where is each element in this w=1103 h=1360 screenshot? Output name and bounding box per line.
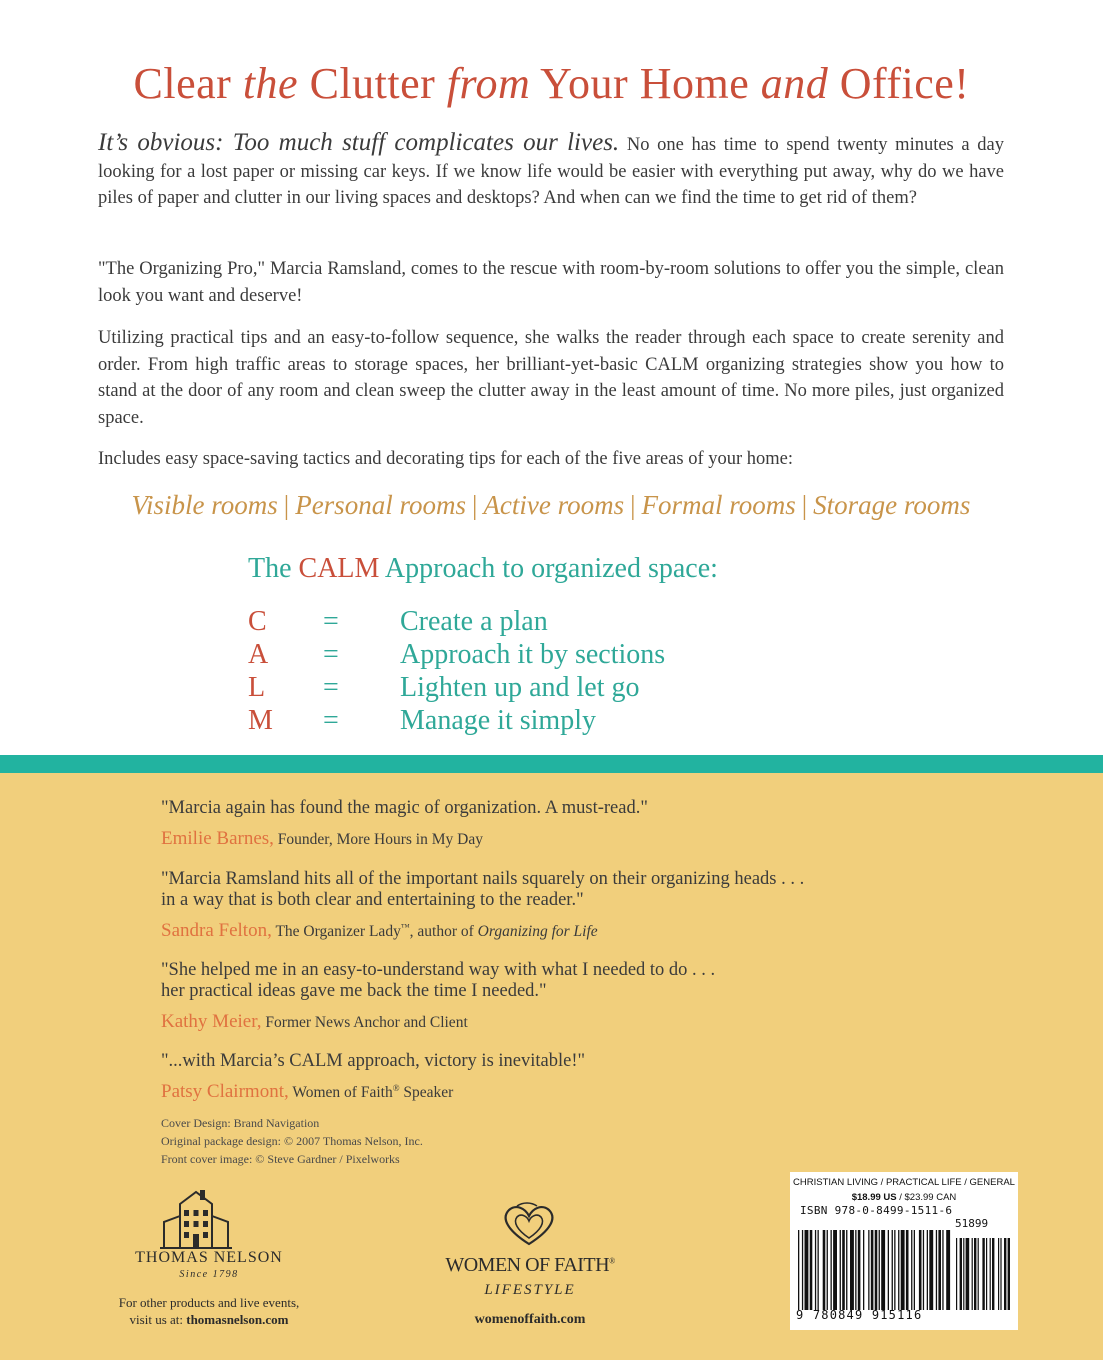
barcode-bar [901,1230,905,1310]
barcode-bar [923,1230,924,1310]
testimonial-attribution [161,1011,468,1033]
visit-line-prefix: visit us at: [129,1312,187,1327]
testimonial-attribution [161,920,598,942]
cover-credits [161,1114,423,1168]
barcode-box [790,1172,1018,1330]
barcode-bar [842,1230,845,1310]
teal-divider-band [0,755,1103,773]
barcode-bar [972,1238,973,1310]
registered-mark: ® [609,1256,615,1266]
room-item: Personal rooms [295,490,466,520]
barcode-bar [881,1230,885,1310]
page-title [0,58,1103,109]
price-line [790,1192,1018,1203]
testimonial-author: Emilie Barnes, [161,828,274,849]
barcode-bar [850,1230,854,1310]
quote-line: "...with Marcia’s CALM approach, victory is inevitable!" [161,1051,586,1071]
isbn: ISBN 978-0-8499-1511-6 [800,1204,953,1217]
title-word: Clutter [309,59,436,108]
barcode-bar [846,1230,847,1310]
visit-line: For other products and live events, [118,1295,300,1310]
barcode-bars [798,1230,1010,1310]
barcode-bar [894,1230,895,1310]
intro-lead: It’s obvious: Too much stuff complicates our lives. [98,129,620,156]
barcode-bar [879,1230,880,1310]
room-separator: | [630,490,636,520]
testimonial-quote [161,1051,585,1072]
barcode-bar [831,1230,832,1310]
barcode-addon-digits: 51899 [955,1217,989,1230]
barcode-bar [823,1230,826,1310]
room-item: Visible rooms [131,490,278,520]
publisher-url[interactable]: thomasnelson.com [186,1312,289,1327]
calm-equals: = [323,672,339,703]
barcode-digits: 9 780849 915116 [796,1308,923,1322]
barcode-bar [911,1230,912,1310]
barcode-bar [919,1230,922,1310]
barcode-bar [810,1230,813,1310]
intro-paragraph-4: Includes easy space-saving tactics and decorating tips for each of the five areas of your home: [98,449,794,469]
quote-line: her practical ideas gave me back the time I needed." [161,981,547,1001]
calm-heading-acronym: CALM [298,553,380,584]
imprint-name [420,1254,640,1277]
testimonial-role: Founder, More Hours in My Day [277,831,483,848]
barcode-bar [990,1238,991,1310]
room-item: Active rooms [483,490,625,520]
thomas-nelson-house-icon [158,1188,234,1250]
title-word: Office! [839,59,970,108]
imprint-name-text: WOMEN OF FAITH [445,1254,610,1276]
intro-paragraph-2: "The Organizing Pro," Marcia Ramsland, comes to the rescue with room-by-room solutions to offer you the simple, clean look you want and deserve! [98,259,1004,306]
barcode-bar [888,1230,889,1310]
price-us: $18.99 US [851,1192,897,1203]
barcode-bar [942,1230,943,1310]
calm-letter: C [248,606,267,637]
barcode-bar [871,1230,874,1310]
testimonial-quote [161,798,648,819]
testimonial-author: Sandra Felton, [161,920,272,941]
testimonial-role: Former News Anchor and Client [265,1014,468,1031]
rooms-list [98,490,1004,521]
calm-equals: = [323,606,339,637]
room-separator: | [283,490,290,520]
barcode-bar [892,1230,893,1310]
barcode-bar [805,1230,809,1310]
title-word: Clear [133,59,232,108]
calm-letter: A [248,639,269,670]
quote-line: "Marcia Ramsland hits all of the important nails squarely on their organizing heads . . . [161,869,805,889]
calm-equals: = [323,705,339,736]
barcode-bar [798,1230,799,1310]
credit-line: Cover Design: Brand Navigation [161,1116,320,1130]
testimonial-author: Kathy Meier, [161,1011,262,1032]
barcode-bar [998,1238,999,1310]
quote-line: "She helped me in an easy-to-understand way with what I needed to do . . . [161,960,716,980]
calm-text: Lighten up and let go [400,672,640,703]
barcode-bar [855,1230,856,1310]
barcode-bar [929,1230,933,1310]
quote-line: in a way that is both clear and entertaining to the reader." [161,890,584,910]
price-can: / $23.99 CAN [896,1192,957,1203]
barcode-bar [938,1230,941,1310]
imprint-lifestyle: LIFESTYLE [484,1282,576,1298]
barcode-bar [1008,1238,1010,1310]
intro-paragraph-1 [98,130,1004,212]
barcode-bar [875,1230,878,1310]
title-word: from [446,59,531,108]
bisac-category: CHRISTIAN LIVING / PRACTICAL LIFE / GENERAL [793,1177,1015,1188]
intro-rest: No one has time to spend twenty minutes a day looking for a lost paper or missing car keys. If we know life would be easier with everything put away, why do we have piles of paper and clutter in our living spaces and desktops? And when can we find the time to get rid of them? [98,135,1004,209]
barcode-bar [906,1230,909,1310]
credit-line: Original package design: © 2007 Thomas Nelson, Inc. [161,1134,423,1148]
registered-mark: ® [392,1082,400,1093]
women-of-faith-heart-icon [497,1200,561,1248]
title-word: and [760,59,829,108]
barcode-bar [833,1230,837,1310]
calm-letter: L [248,672,266,703]
calm-heading [248,553,718,585]
room-item: Storage rooms [813,490,971,520]
testimonial-quote [161,869,804,911]
barcode-bar [898,1230,899,1310]
barcode-bar [956,1238,957,1310]
barcode-bar [978,1238,979,1310]
testimonial-attribution [161,1081,453,1103]
barcode-bar [927,1230,928,1310]
barcode-bar [963,1238,964,1310]
barcode-bar [858,1230,861,1310]
imprint-url[interactable]: womenoffaith.com [474,1312,586,1327]
barcode-bar [818,1230,819,1310]
barcode-bar [868,1230,869,1310]
publisher-visit [98,1294,320,1328]
testimonial-role-post: , author of [409,923,478,940]
barcode-bar [992,1238,994,1310]
calm-heading-pre: The [248,553,299,584]
room-separator: | [471,490,478,520]
testimonial-role: Women of Faith [292,1084,393,1101]
testimonial-role: The Organizer Lady [275,923,401,940]
title-word: the [242,59,299,108]
barcode-bar [982,1238,984,1310]
calm-letter: M [248,705,273,736]
barcode-bar [966,1238,970,1310]
publisher-since: Since 1798 [179,1269,239,1280]
barcode-bar [1000,1238,1001,1310]
credit-line: Front cover image: © Steve Gardner / Pixelworks [161,1152,400,1166]
calm-heading-post: Approach to organized space: [379,553,718,584]
room-separator: | [801,490,808,520]
barcode-bar [936,1230,937,1310]
barcode-bar [914,1230,915,1310]
intro-paragraph-3: Utilizing practical tips and an easy-to-follow sequence, she walks the reader through each space to create serenity and order. From high traffic areas to storage spaces, her brilliant-yet-basic CALM organizing strategies show you how to stand at the door of any room and clean sweep the clutter away in the least amount of time. No more piles, just organized space. [98,328,1004,429]
trademark-mark: ™ [400,921,410,932]
barcode-bar [946,1230,950,1310]
barcode-bar [840,1230,841,1310]
barcode-bar [802,1230,803,1310]
publisher-name: THOMAS NELSON [135,1249,283,1266]
book-title: Organizing for Life [477,923,598,940]
barcode-bar [974,1238,976,1310]
testimonial-role-post: Speaker [399,1084,454,1101]
barcode-bar [827,1230,828,1310]
testimonial-attribution [161,828,483,850]
quote-line: "Marcia again has found the magic of organization. A must-read." [161,798,648,818]
testimonial-author: Patsy Clairmont, [161,1081,289,1102]
testimonial-quote [161,960,715,1002]
room-item: Formal rooms [641,490,796,520]
title-word: Your Home [540,59,750,108]
barcode-bar [986,1238,987,1310]
barcode-bar [1004,1238,1006,1310]
calm-equals: = [323,639,339,670]
calm-text: Create a plan [400,606,548,637]
calm-text: Approach it by sections [400,639,666,670]
barcode-bar [815,1230,816,1310]
barcode-bar [960,1238,962,1310]
barcode-bar [863,1230,864,1310]
calm-text: Manage it simply [400,705,596,736]
